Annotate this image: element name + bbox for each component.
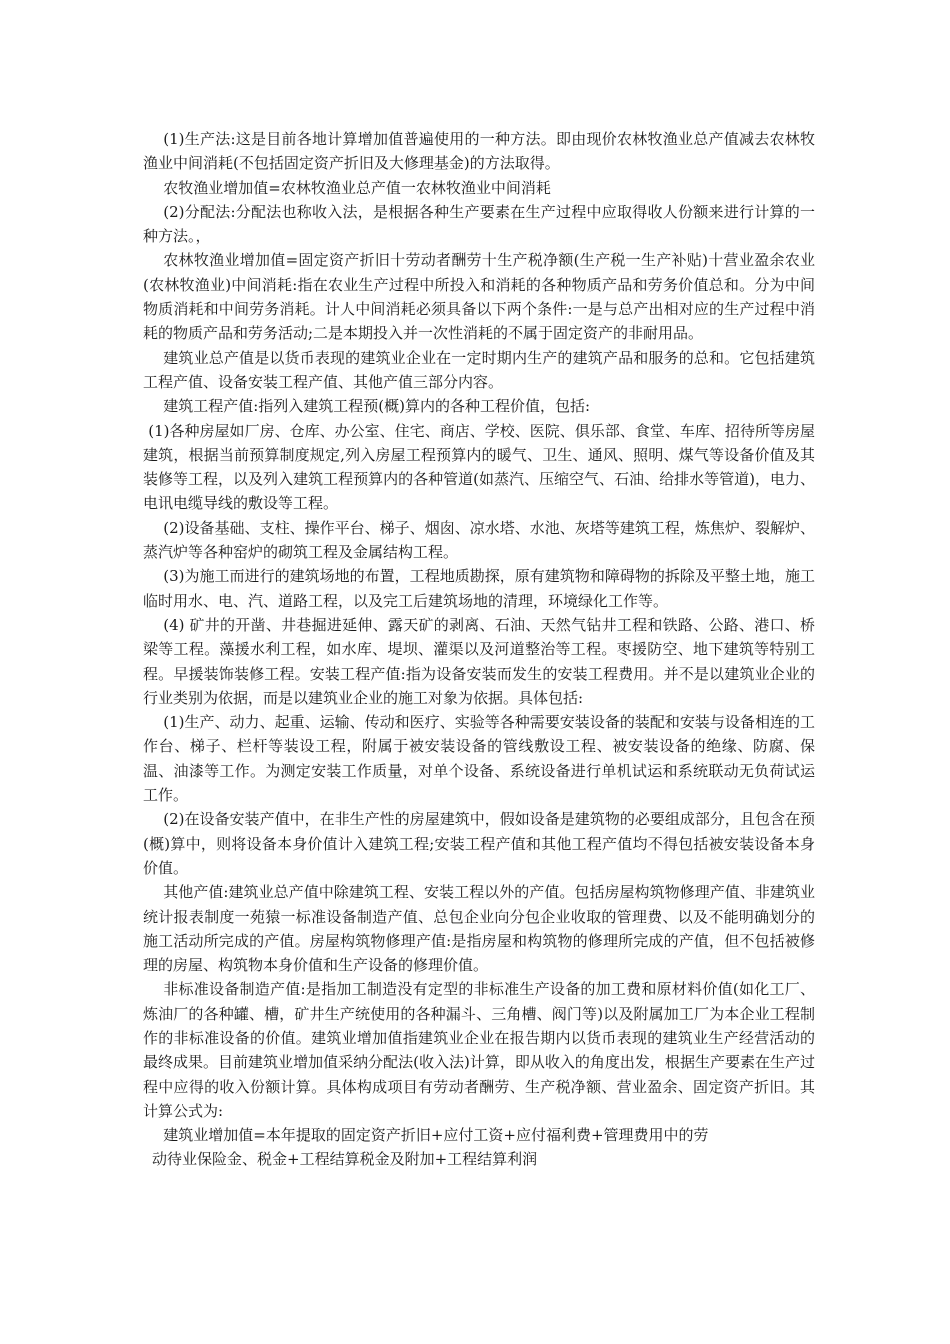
paragraph-other-output: 其他产值:建筑业总产值中除建筑工程、安装工程以外的产值。包括房屋构筑物修理产值、非建筑业统计报表制度一苑猿一标准设备制造产值、总包企业向分包企业收取的管理费、以及不能明确划分的施工活动所完成的产值。房屋构筑物修理产值:是指房屋和构筑物的修理所完成的产值，但不包括被修理的房屋、构筑物本身价值和生产设备的修理价值。 xyxy=(143,883,815,975)
paragraph-agri-value-added-components: 农林牧渔业增加值=固定资产折旧十劳动者酬劳十生产税净额(生产税一生产补贴)十营业盈余农业(农林牧渔业)中间消耗:指在农业生产过程中所投入和消耗的各种物质产品和劳务价值总和。分为中间物质消耗和中间劳务消耗。计人中间消耗必须具备以下两个条件:一是与总产出相对应的生产过程中消耗的物质产品和劳务活动;二是本期投入并一次性消耗的不属于固定资产的非耐用品。 xyxy=(143,251,815,343)
paragraph-distribution-method: (2)分配法:分配法也称收入法，是根据各种生产要素在生产过程中应取得收人份额来进行计算的一种方法。， xyxy=(143,202,815,246)
paragraph-item-equipment-foundations: (2)设备基础、支柱、操作平台、梯子、烟囱、凉水塔、水池、灰塔等建筑工程，炼焦炉、裂解炉、蒸汽炉等各种窑炉的砌筑工程及金属结构工程。 xyxy=(143,518,815,562)
paragraph-item-site-preparation: (3)为施工而进行的建筑场地的布置，工程地质勘探，原有建筑物和障碍物的拆除及平整土地，施工临时用水、电、汽、道路工程，以及完工后建筑场地的清理，环境绿化工作等。 xyxy=(143,567,815,610)
paragraph-construction-value-added-formula-cont: 动待业保险金、税金+工程结算税金及附加+工程结算利润 xyxy=(152,1150,538,1169)
paragraph-construction-value-added-formula: 建筑业增加值=本年提取的固定资产折旧+应付工资+应付福利费+管理费用中的劳 xyxy=(163,1126,709,1145)
paragraph-item-mining-and-installation: (4) 矿井的开凿、井巷掘进延伸、露天矿的剥离、石油、天然气钻井工程和铁路、公路、港口、桥梁等工程。藻援水利工程，如水库、堤坝、灌渠以及河道整治等工程。枣援防空、地下建筑等特别工程。早援装饰装修工程。安装工程产值:指为设备安装而发生的安装工程费用。并不是以建筑业企业的行业类别为依据，而是以建筑业企业的施工对象为依据。具体包括: xyxy=(143,615,815,707)
paragraph-production-method: (1)生产法:这是目前各地计算增加值普遍使用的一种方法。即由现价农林牧渔业总产值减去农林牧渔业中间消耗(不包括固定资产折旧及大修理基金)的方法取得。 xyxy=(143,130,815,173)
paragraph-item-installation-work: (1)生产、动力、起重、运输、传动和医疗、实验等各种需要安装设备的装配和安装与设备相连的工作台、梯子、栏杆等装设工程，附属于被安装设备的管线敷设工程、被安装设备的绝缘、防腐、保温、油漆等工作。为测定安装工作质量，对单个设备、系统设备进行单机试运和系统联动无负荷试运工作。 xyxy=(143,713,815,805)
paragraph-non-standard-equipment: 非标准设备制造产值:是指加工制造没有定型的非标准生产设备的加工费和原材料价值(如化工厂、炼油厂的各种罐、槽，矿井生产统使用的各种漏斗、三角槽、阀门等)以及附属加工厂为本企业工程制作的非标准设备的价值。建筑业增加值指建筑业企业在报告期内以货币表现的建筑业生产经营活动的最终成果。目前建筑业增加值采纳分配法(收入法)计算，即从收入的角度出发，根据生产要素在生产过程中应得的收入份额计算。具体构成项目有劳动者酬劳、生产税净额、营业盈余、固定资产折旧。其计算公式为: xyxy=(143,980,815,1120)
paragraph-construction-engineering-value: 建筑工程产值:指列入建筑工程预(概)算内的各种工程价值，包括: xyxy=(163,397,591,416)
paragraph-item-equipment-value-rule: (2)在设备安装产值中，在非生产性的房屋建筑中，假如设备是建筑物的必要组成部分，且包含在预(概)算中，则将设备本身价值计入建筑工程;安装工程产值和其他工程产值均不得包括被安装设备本身价值。 xyxy=(143,810,815,877)
paragraph-construction-gross-output: 建筑业总产值是以货币表现的建筑业企业在一定时期内生产的建筑产品和服务的总和。它包括建筑工程产值、设备安装工程产值、其他产值三部分内容。 xyxy=(143,348,815,391)
document-body xyxy=(143,127,815,1172)
paragraph-agri-value-added-formula: 农牧渔业增加值=农林牧渔业总产值一农林牧渔业中间消耗 xyxy=(163,178,551,197)
paragraph-item-buildings: (1)各种房屋如厂房、仓库、办公室、住宅、商店、学校、医院、俱乐部、食堂、车库、招待所等房屋建筑，根据当前预算制度规定,列入房屋工程预算内的暖气、卫生、通风、照明、煤气等设备价值及其装修等工程，以及列入建筑工程预算内的各种管道(如蒸汽、压缩空气、石油、给排水等管道)，电力、电讯电缆导线的敷设等工程。 xyxy=(143,421,815,513)
